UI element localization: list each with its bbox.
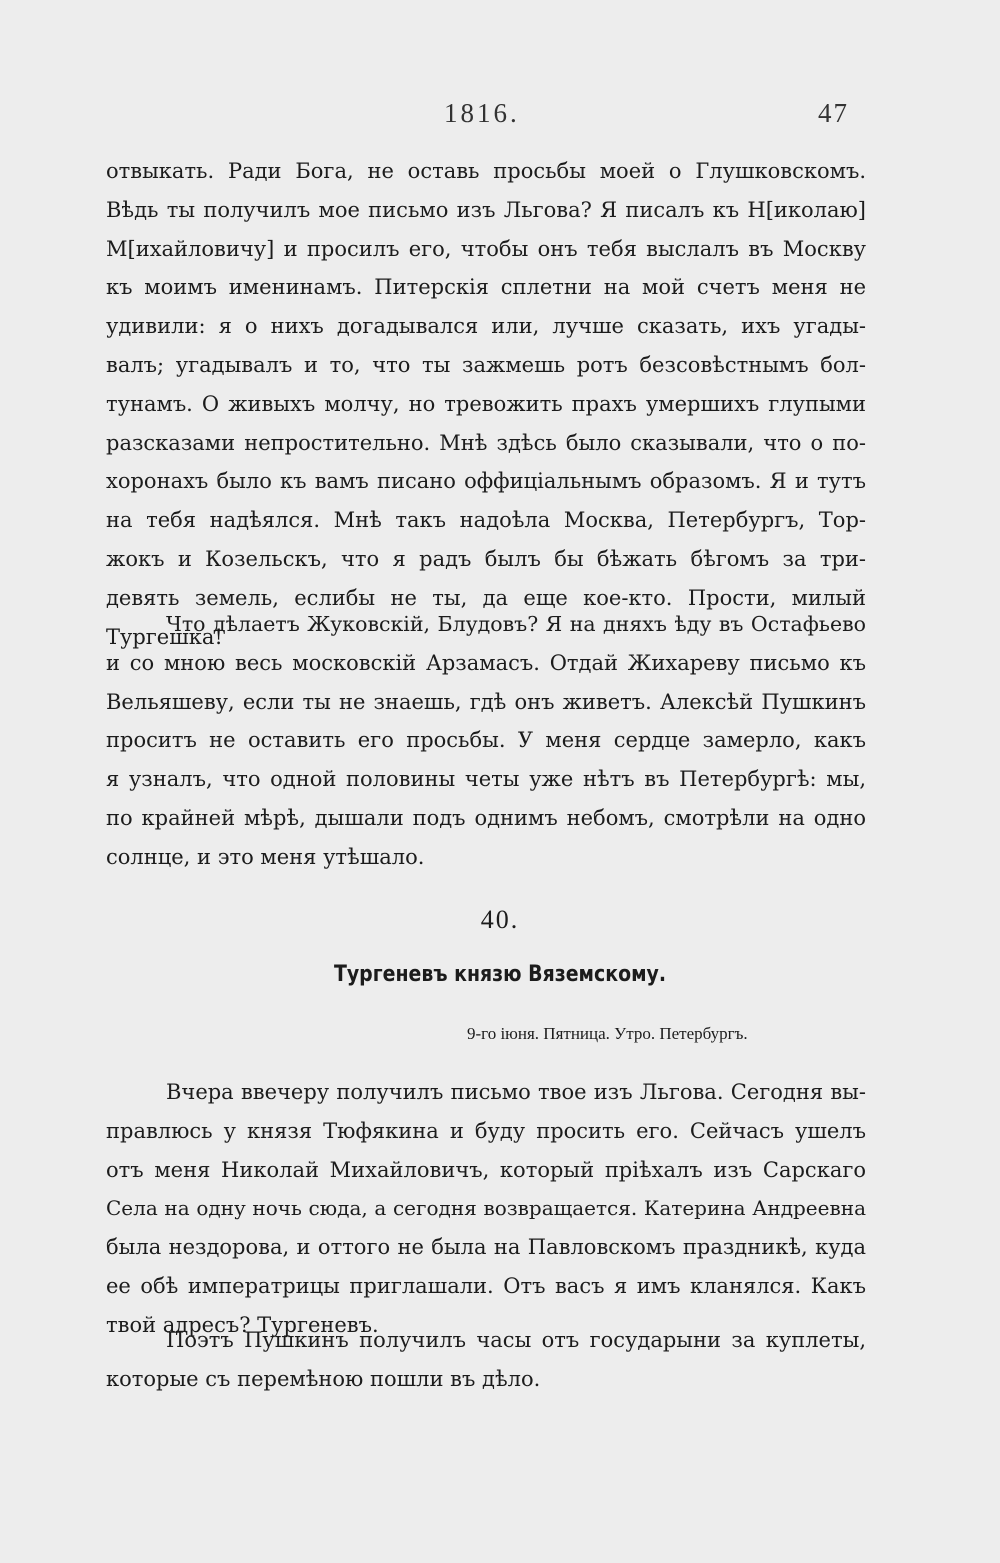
letter-40-paragraph-1 [106,1073,866,1345]
text-line: и со мною весь московскій Арзамасъ. Отдай Жихареву письмо къ [106,650,866,675]
text-line: М[ихайловичу] и просилъ его, чтобы онъ тебя выслалъ въ Москву [106,236,866,261]
letter-number: 40. [480,905,520,934]
letter-40-paragraph-2 [106,1321,866,1399]
running-header [0,98,1000,138]
text-line: жокъ и Козельскъ, что я радъ былъ бы бѣжать бѣгомъ за три- [106,546,866,571]
text-line: которые съ перемѣною пошли въ дѣло. [106,1366,541,1391]
letter-title: Тургеневъ князю Вяземскому. [333,962,667,987]
text-line: къ моимъ именинамъ. Питерскія сплетни на мой счетъ меня не [106,275,866,300]
header-year: 1816. [444,98,520,128]
text-line: Вѣдь ты получилъ мое письмо изъ Льгова? Я писалъ къ Н[иколаю] [106,197,866,222]
text-line: отъ меня Николай Михайловичъ, который пріѣхалъ изъ Сарскаго [106,1157,866,1182]
page-number: 47 [818,98,849,128]
text-line: Вчера ввечеру получилъ письмо твое изъ Льгова. Сегодня вы- [166,1080,866,1104]
text-line: солнце, и это меня утѣшало. [106,844,425,869]
letter-39-paragraph-2 [106,605,866,877]
text-line: ее обѣ императрицы приглашали. Отъ васъ я имъ кланялся. Какъ [106,1273,866,1298]
text-line: разсказами непростительно. Мнѣ здѣсь было сказывали, что о по- [106,430,866,455]
text-line: по крайней мѣрѣ, дышали подъ однимъ небомъ, смотрѣли на одно [106,805,866,830]
text-line: удивили: я о нихъ догадывался или, лучше сказать, ихъ угады- [106,314,866,339]
text-line: твой адресъ? Тургеневъ. [106,1312,379,1337]
text-line: Тургешка! [106,624,223,649]
text-line: валъ; угадывалъ и то, что ты зажмешь ротъ безсовѣстнымъ бол- [106,352,866,377]
text-line: хоронахъ было къ вамъ писано оффиціальнымъ образомъ. Я и тутъ [106,469,866,494]
text-line: на тебя надѣялся. Мнѣ такъ надоѣла Москва, Петербургъ, Тор- [106,508,866,533]
text-line: Села на одну ночь сюда, а сегодня возвращается. Катерина Андреевна [106,1196,866,1221]
letter-39-paragraph-1 [106,152,866,656]
text-line: была нездорова, и оттого не была на Павловскомъ праздникѣ, куда [106,1235,866,1260]
text-line: девять земель, еслибы не ты, да еще кое-кто. Прости, милый [106,585,866,610]
text-line: я узналъ, что одной половины четы уже нѣтъ въ Петербургѣ: мы, [106,767,866,792]
text-line: правлюсь у князя Тюфякина и буду просить его. Сейчасъ ушелъ [106,1118,866,1143]
letter-dateline: 9-го іюня. Пятница. Утро. Петербургъ. [467,1024,748,1043]
text-line: Вельяшеву, если ты не знаешь, гдѣ онъ живетъ. Алексѣй Пушкинъ [106,689,866,714]
text-line: Поэтъ Пушкинъ получилъ часы отъ государыни за куплеты, [166,1328,866,1352]
text-line: отвыкать. Ради Бога, не оставь просьбы моей о Глушковскомъ. [106,159,866,183]
text-line: проситъ не оставить его просьбы. У меня сердце замерло, какъ [106,728,866,753]
text-line: тунамъ. О живыхъ молчу, но тревожить прахъ умершихъ глупыми [106,391,866,416]
text-line: Что дѣлаетъ Жуковскій, Блудовъ? Я на дняхъ ѣду въ Остафьево [166,612,866,636]
